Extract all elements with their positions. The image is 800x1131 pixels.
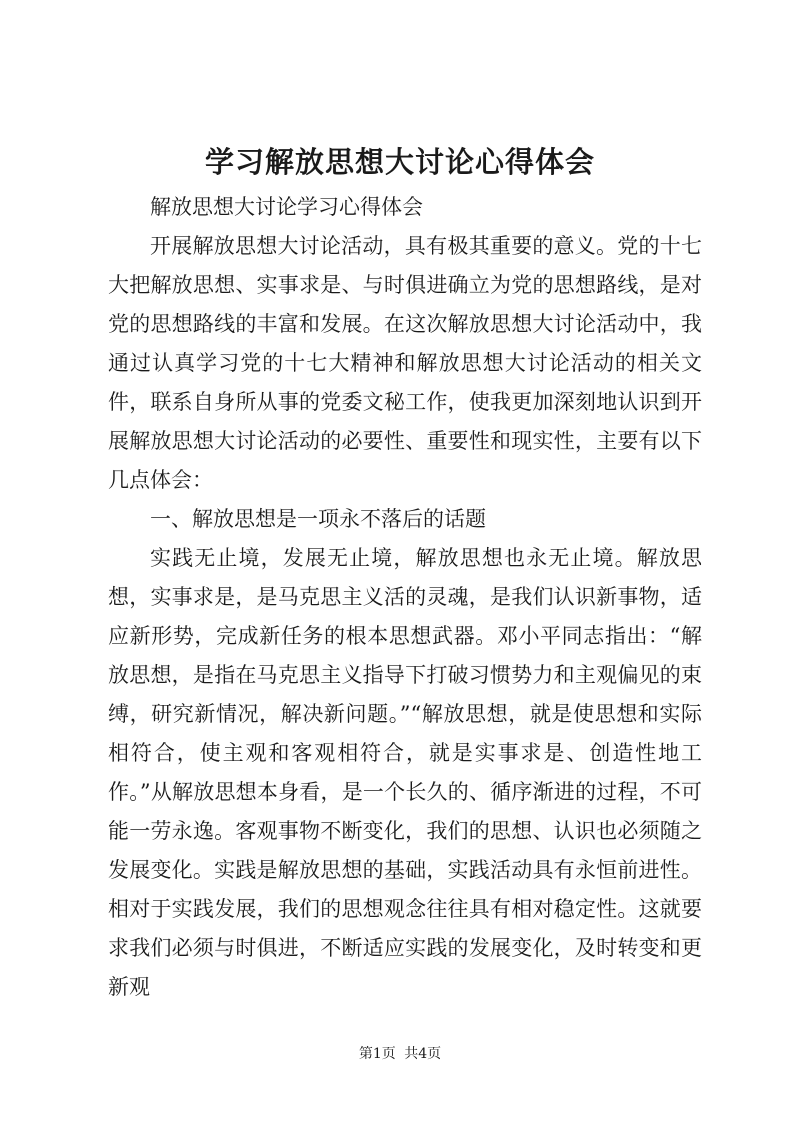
intro-paragraph: 开展解放思想大讨论活动，具有极其重要的意义。党的十七大把解放思想、实事求是、与时俱进确立为党的思想路线，是对党的思想路线的丰富和发展。在这次解放思想大讨论活动中，我通过认真学习党的十七大精神和解放思想大讨论活动的相关文件，联系自身所从事的党委文秘工作，使我更加深刻地认识到开展解放思想大讨论活动的必要性、重要性和现实性，主要有以下几点体会：: [108, 234, 702, 492]
document-title: 学习解放思想大讨论心得体会: [204, 145, 595, 179]
document-body: [108, 188, 702, 1007]
page-number: 第1页: [358, 1046, 396, 1062]
page-footer: [0, 1044, 800, 1064]
section-1-paragraph: 实践无止境，发展无止境，解放思想也永无止境。解放思想，实事求是，是马克思主义活的灵魂，是我们认识新事物，适应新形势，完成新任务的根本思想武器。邓小平同志指出：“解放思想，是指在马克思主义指导下打破习惯势力和主观偏见的束缚，研究新情况，解决新问题。”“解放思想，就是使思想和实际相符合，使主观和客观相符合，就是实事求是、创造性地工作。”从解放思想本身看，是一个长久的、循序渐进的过程，不可能一劳永逸。客观事物不断变化，我们的思想、认识也必须随之发展变化。实践是解放思想的基础，实践活动具有永恒前进性。相对于实践发展，我们的思想观念往往具有相对稳定性。这就要求我们必须与时俱进，不断适应实践的发展变化，及时转变和更新观: [108, 546, 702, 999]
section-heading-1: 一、解放思想是一项永不落后的话题: [150, 507, 486, 531]
page-total: 共4页: [404, 1046, 442, 1062]
subtitle-paragraph: 解放思想大讨论学习心得体会: [150, 195, 423, 219]
